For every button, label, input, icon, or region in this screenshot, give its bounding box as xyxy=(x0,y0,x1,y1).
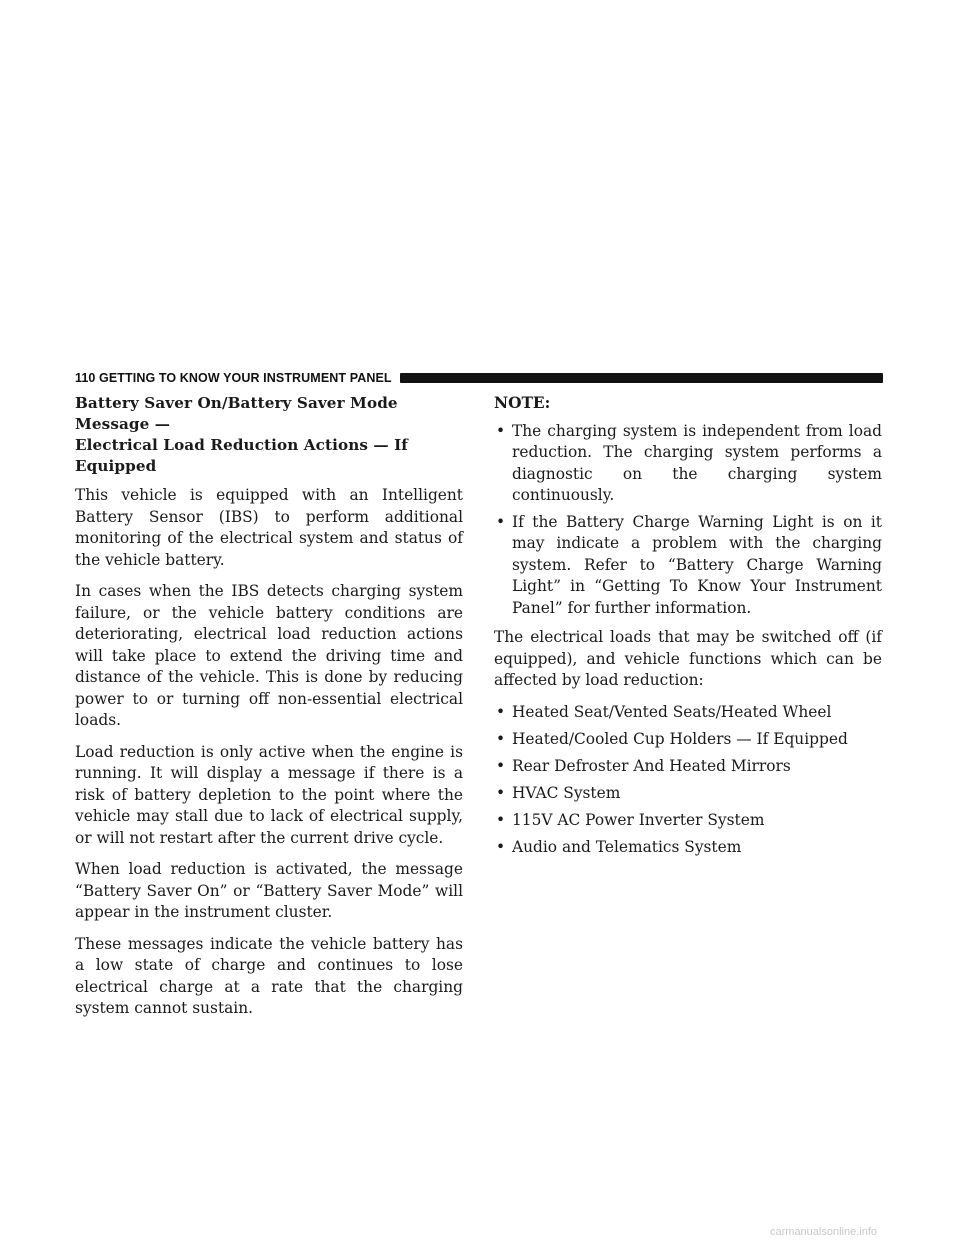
list-item xyxy=(494,837,882,859)
left-column xyxy=(75,393,463,1030)
paragraph-message-activation: When load reduction is activated, the message “Battery Saver On” or “Battery Saver Mode” will appear in the instrument cluster. xyxy=(75,860,463,921)
section-heading-line-1: Battery Saver On/Battery Saver Mode Message — xyxy=(75,394,398,433)
list-item xyxy=(494,810,882,832)
load-list xyxy=(494,702,882,859)
list-item-text: The charging system is independent from load reduction. The charging system performs a diagnostic on the charging system continuously. xyxy=(512,421,882,504)
right-column xyxy=(494,393,882,866)
list-item-text: Heated Seat/Vented Seats/Heated Wheel xyxy=(512,702,832,721)
paragraph-low-charge: These messages indicate the vehicle battery has a low state of charge and continues to lose electrical charge at a rate that the charging system cannot sustain. xyxy=(75,934,463,1017)
bullet-icon: • xyxy=(496,421,506,440)
note-list xyxy=(494,421,882,620)
bullet-icon: • xyxy=(496,756,506,775)
list-item xyxy=(494,512,882,620)
bullet-icon: • xyxy=(496,729,506,748)
paragraph-load-reduction-active: Load reduction is only active when the engine is running. It will display a message if there is a risk of battery depletion to the point where the vehicle may stall due to lack of electrical supply, or will not restart after the current drive cycle. xyxy=(75,742,463,847)
list-item xyxy=(494,421,882,507)
list-item xyxy=(494,783,882,805)
section-heading xyxy=(75,393,463,477)
bullet-icon: • xyxy=(496,810,506,829)
list-item-text: Heated/Cooled Cup Holders — If Equipped xyxy=(512,729,848,748)
watermark: carmanualsonline.info xyxy=(770,1226,878,1238)
list-item-text: HVAC System xyxy=(512,783,621,802)
page-header xyxy=(75,370,883,386)
list-item xyxy=(494,702,882,724)
list-item-text: Rear Defroster And Heated Mirrors xyxy=(512,756,791,775)
paragraph-electrical-loads-intro: The electrical loads that may be switched off (if equipped), and vehicle functions which can be affected by load reduction: xyxy=(494,628,882,689)
paragraph-load-reduction-actions: In cases when the IBS detects charging system failure, or the vehicle battery conditions are deteriorating, electrical load reduction actions will take place to extend the driving time and distance of the vehicle. This is done by reducing power to or turning off non-essential electrical loads. xyxy=(75,582,463,729)
bullet-icon: • xyxy=(496,702,506,721)
list-item xyxy=(494,729,882,751)
bullet-icon: • xyxy=(496,837,506,856)
page-header-title: 110 GETTING TO KNOW YOUR INSTRUMENT PANEL xyxy=(75,371,392,385)
bullet-icon: • xyxy=(496,512,506,531)
paragraph-ibs-intro: This vehicle is equipped with an Intelligent Battery Sensor (IBS) to perform additional monitoring of the electrical system and status of the vehicle battery. xyxy=(75,486,463,569)
note-label: NOTE: xyxy=(494,394,551,412)
bullet-icon: • xyxy=(496,783,506,802)
list-item-text: 115V AC Power Inverter System xyxy=(512,810,765,829)
section-heading-line-2: Electrical Load Reduction Actions — If Equipped xyxy=(75,436,408,475)
list-item xyxy=(494,756,882,778)
list-item-text: If the Battery Charge Warning Light is on it may indicate a problem with the charging system. Refer to “Battery Charge Warning Light” in “Getting To Know Your Instrument Panel” for further information. xyxy=(512,512,882,617)
list-item-text: Audio and Telematics System xyxy=(512,837,742,856)
header-rule xyxy=(400,373,883,383)
